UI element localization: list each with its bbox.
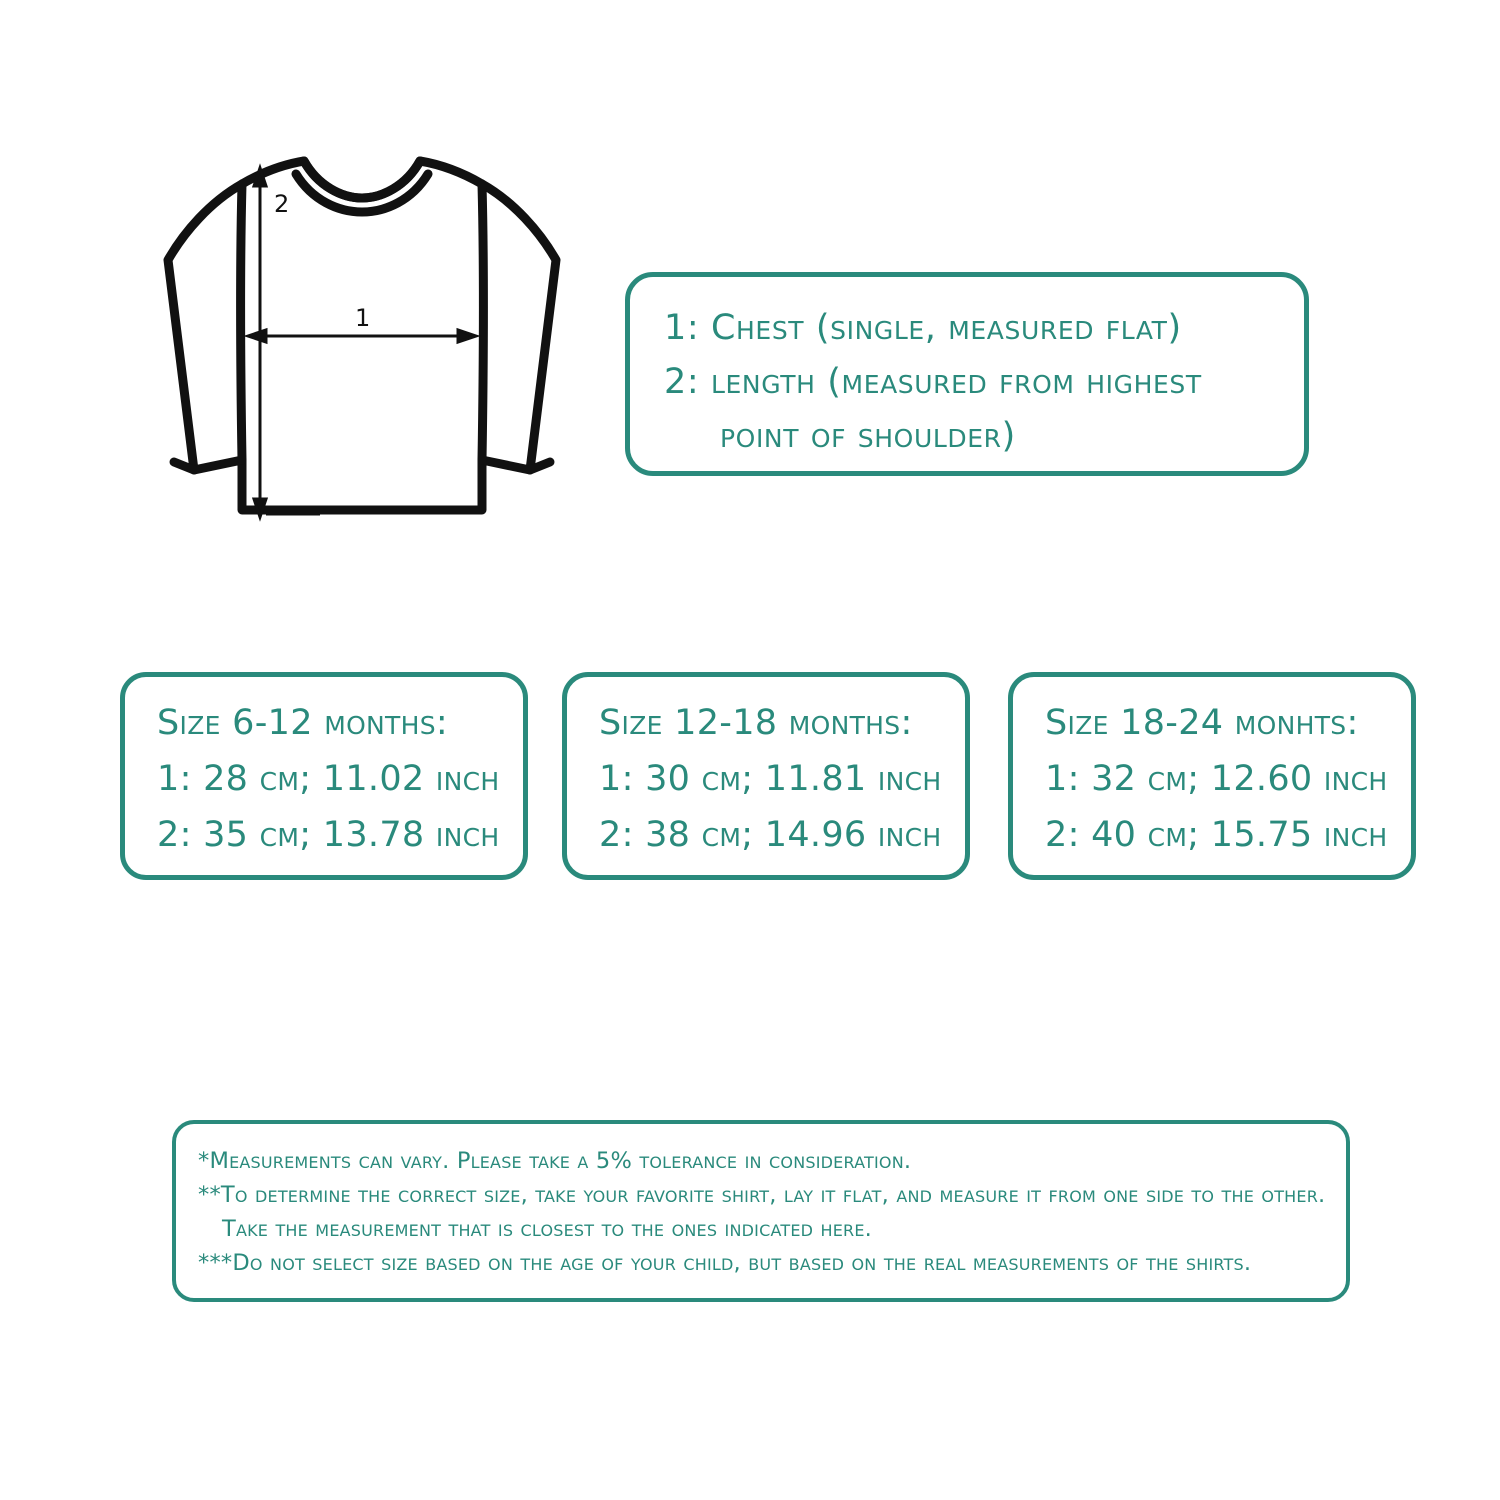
size-box-18-24-months	[1008, 672, 1416, 880]
shirt-marker-chest: 1	[355, 304, 371, 332]
note-how-to-measure: **To determine the correct size, take your favorite shirt, lay it flat, and measure it from one side to the other.	[198, 1182, 1326, 1208]
shirt-diagram	[90, 140, 590, 540]
size-box-6-12-months	[120, 672, 528, 880]
size-chest-value: 1: 30 cm; 11.81 inch	[599, 759, 942, 799]
note-tolerance: *Measurements can vary. Please take a 5% tolerance in consideration.	[198, 1148, 912, 1174]
size-box-12-18-months	[562, 672, 970, 880]
size-title: Size 12-18 months:	[599, 703, 913, 743]
size-length-value: 2: 35 cm; 13.78 inch	[157, 815, 500, 855]
measurement-arrows	[248, 168, 476, 517]
size-length-value: 2: 40 cm; 15.75 inch	[1045, 815, 1388, 855]
shirt-marker-length: 2	[274, 190, 290, 218]
legend-line-chest: 1: Chest (single, measured flat)	[664, 308, 1182, 348]
legend-box	[625, 272, 1309, 476]
size-title: Size 6-12 months:	[157, 703, 448, 743]
notes-box	[172, 1120, 1350, 1302]
legend-line-length-cont: point of shoulder)	[720, 416, 1016, 456]
size-title: Size 18-24 monhts:	[1045, 703, 1359, 743]
legend-line-length: 2: length (measured from highest	[664, 362, 1202, 402]
size-length-value: 2: 38 cm; 14.96 inch	[599, 815, 942, 855]
size-chest-value: 1: 28 cm; 11.02 inch	[157, 759, 500, 799]
size-chest-value: 1: 32 cm; 12.60 inch	[1045, 759, 1388, 799]
note-how-to-measure-cont: Take the measurement that is closest to the ones indicated here.	[222, 1216, 873, 1242]
note-age-warning: ***Do not select size based on the age of your child, but based on the real measurements of the shirts.	[198, 1250, 1252, 1276]
